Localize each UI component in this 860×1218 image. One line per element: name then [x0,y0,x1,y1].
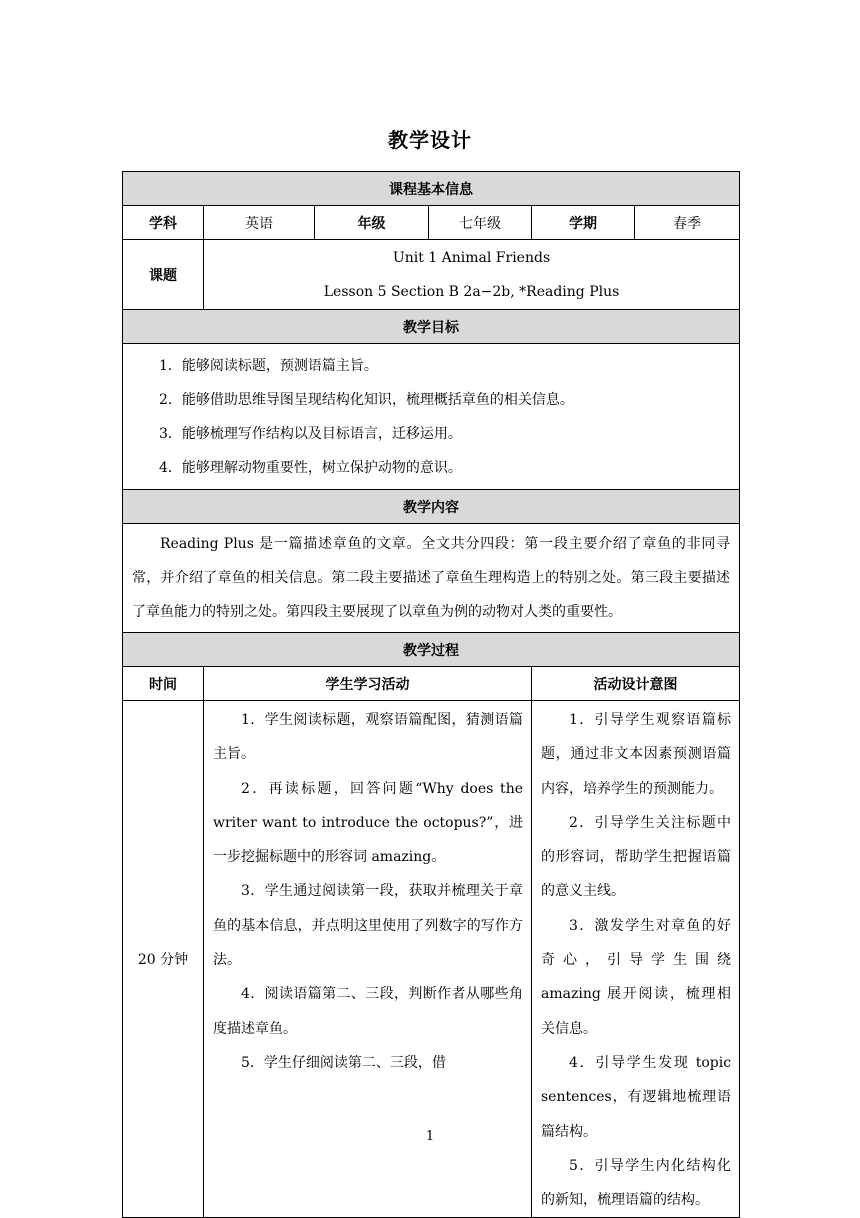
activity-item: 1．学生阅读标题，观察语篇配图，猜测语篇主旨。 [213,712,523,763]
activity-item: 3．学生通过阅读第一段，获取并梳理关于章鱼的基本信息，并点明这里使用了列数字的写作方法。 [213,883,523,969]
activity-item: 2．再读标题，回答问题“Why does the writer want to introduce the octopus?”，进一步挖掘标题中的形容词 amazing。 [213,780,523,866]
objectives-list [123,344,740,490]
intent-item: 4．引导学生发现 topic sentences，有逻辑地梳理语篇结构。 [541,1054,732,1140]
objectives-section-title: 教学目标 [123,310,740,344]
term-value: 春季 [635,206,740,240]
intent-item: 1．引导学生观察语篇标题，通过非文本因素预测语篇内容，培养学生的预测能力。 [541,712,732,797]
objective-item: 4．能够理解动物重要性，树立保护动物的意识。 [159,460,462,476]
process-section-title: 教学过程 [123,633,740,667]
content-text-cell [123,524,740,633]
term-label: 学期 [532,206,635,240]
topic-row [123,240,740,310]
subject-value: 英语 [204,206,315,240]
objective-item: 3．能够梳理写作结构以及目标语言，迁移运用。 [159,426,462,442]
objective-item: 2．能够借助思维导图呈现结构化知识，梳理概括章鱼的相关信息。 [159,392,574,408]
page-number: 1 [425,1129,435,1144]
lesson-plan-table [122,171,740,1218]
objectives-header-row [123,310,740,344]
topic-lesson: Lesson 5 Section B 2a−2b, *Reading Plus [323,283,620,300]
topic-label: 课题 [123,240,204,310]
col-intent-header: 活动设计意图 [532,667,740,701]
col-time-header: 时间 [123,667,204,701]
intent-item: 2．引导学生关注标题中的形容词，帮助学生把握语篇的意义主线。 [541,814,732,900]
activity-item: 4．阅读语篇第二、三段，判断作者从哪些角度描述章鱼。 [213,986,523,1037]
document-title: 教学设计 [388,128,472,152]
time-value: 20 分钟 [123,701,204,1218]
objective-item: 1．能够阅读标题，预测语篇主旨。 [159,358,378,374]
content-section-title: 教学内容 [123,490,740,524]
objectives-row [123,344,740,490]
intent-item: 5．引导学生内化结构化的新知，梳理语篇的结构。 [541,1157,732,1209]
content-row [123,524,740,633]
activity-item: 5．学生仔细阅读第二、三段，借 [241,1054,446,1071]
intent-item: 3．激发学生对章鱼的好奇心，引导学生围绕 amazing 展开阅读，梳理相关信息。 [541,917,732,1037]
content-header-row [123,490,740,524]
subject-row [123,206,740,240]
subject-label: 学科 [123,206,204,240]
col-activity-header: 学生学习活动 [204,667,532,701]
content-paragraph: Reading Plus 是一篇描述章鱼的文章。全文共分四段：第一段主要介绍了章鱼的非同寻常，并介绍了章鱼的相关信息。第二段主要描述了章鱼生理构造上的特别之处。第三段主要描述了章鱼能力的特别之处。第四段主要展现了以章鱼为例的动物对人类的重要性。 [132,536,731,620]
process-columns-row [123,667,740,701]
topic-value [204,240,740,310]
process-header-row [123,633,740,667]
basic-info-section-title: 课程基本信息 [123,172,740,206]
topic-unit: Unit 1 Animal Friends [392,249,551,266]
grade-label: 年级 [315,206,429,240]
basic-info-header-row [123,172,740,206]
grade-value: 七年级 [429,206,532,240]
